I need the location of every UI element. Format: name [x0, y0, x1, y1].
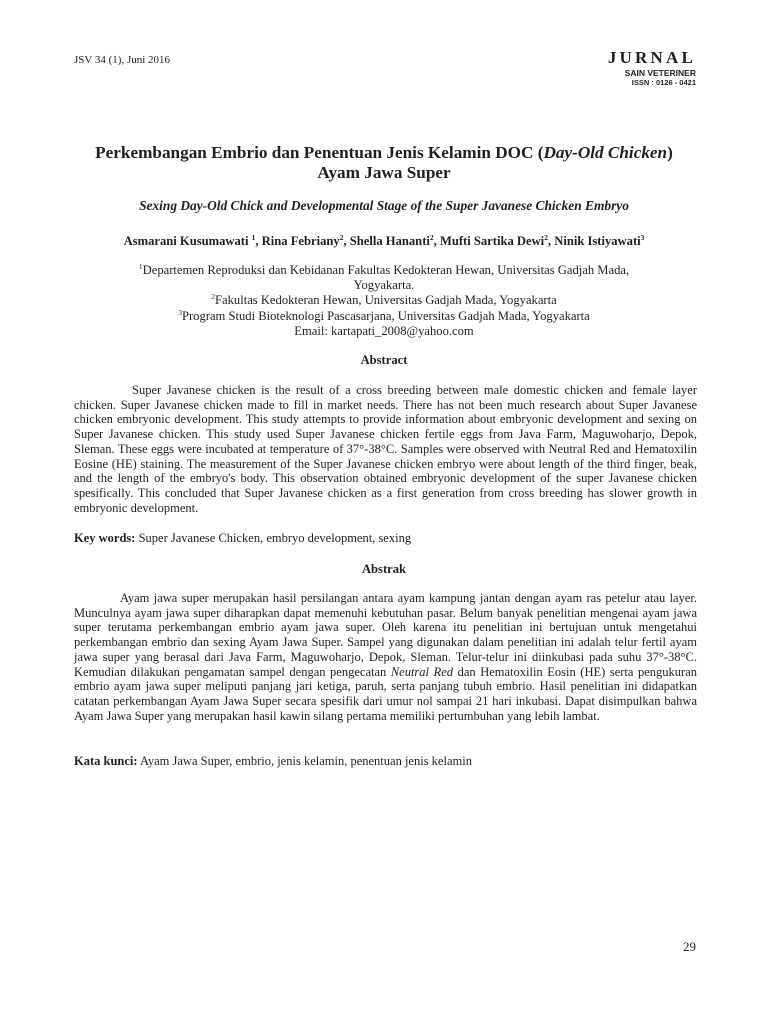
affiliation-mark: 3: [178, 307, 182, 317]
keywords-label: Key words:: [74, 531, 136, 545]
author-name: Rina Febriany: [261, 234, 340, 248]
kata-kunci-label: Kata kunci:: [74, 754, 138, 768]
author-name: Shella Hananti: [349, 234, 430, 248]
page-number: 29: [683, 939, 696, 954]
kata-kunci: [74, 754, 697, 769]
author-name: Mufti Sartika Dewi: [439, 234, 545, 248]
issue-info: JSV 34 (1), Juni 2016: [74, 54, 171, 66]
abstract-text: Super Javanese chicken is the result of a cross breeding between male domestic chicken and female layer chicken. Super Javanese chicken made to fill in market needs. There has not been much research about Super Javanese chicken embryonic development. This study attempts to provide information about embryonic development and sexing on Super Javanese chicken. This study used Super Javanese chicken fertile eggs from Java Farm, Maguwoharjo, Depok, Sleman. These eggs were incubated at temperature of 37°-38°C. Samples were observed with Neutral Red and Hematoxilin Eosine (HE) staining. The measurement of the Super Javanese chicken embryo were about length of the third finger, beak, and the length of the embryo's body. This observation obtained embryonic development of the super Javanese chicken spesifically. This concluded that Super Javanese chicken as a first generation from cross breeding has slower growth in embryonic development.: [74, 383, 697, 515]
abstrak-text-part1: Ayam jawa super merupakan hasil persilangan antara ayam kampung jantan dengan ayam ras petelur atau layer. Munculnya ayam jawa super diharapkan dapat memenuhi kebutuhan pasar. Belum banyak penelitian mengenai ayam jawa super terutama perkembangan embrio ayam jawa super. Oleh karena itu penelitian ini bertujuan untuk mengetahui perkembangan embrio dan sexing Ayam Jawa Super. Sampel yang digunakan dalam penelitian ini adalah telur fertil ayam jawa super yang berasal dari Java Farm, Maguwoharjo, Depok, Sleman. Telur-telur ini diinkubasi pada suhu 37°-38°C. Kemudian dilakukan pengamatan sampel dengan pengecatan: [74, 591, 697, 679]
title-line2: Ayam Jawa Super: [317, 163, 451, 182]
affiliation-mark: 2: [211, 292, 216, 302]
affiliation-1: [70, 263, 698, 278]
abstract-heading: Abstract: [360, 353, 408, 367]
paper-title: [60, 143, 708, 183]
journal-name: JURNAL: [607, 48, 696, 67]
author-affiliation-mark: 2: [544, 232, 548, 242]
affiliation-mark: 1: [138, 261, 143, 271]
author-affiliation-mark: 1: [251, 232, 256, 242]
author-affiliation-mark: 2: [429, 232, 434, 242]
author-affiliation-mark: 2: [339, 232, 344, 242]
affiliations: [70, 263, 698, 339]
journal-issn: ISSN : 0126 - 0421: [631, 78, 696, 87]
journal-masthead: [556, 50, 696, 88]
author-email: Email: kartapati_2008@yahoo.com: [294, 323, 474, 338]
abstrak-text-italic: Neutral Red: [390, 664, 454, 679]
affiliation-text: Departemen Reproduksi dan Kebidanan Fakultas Kedokteran Hewan, Universitas Gadjah Mada,: [142, 263, 630, 277]
author-affiliation-mark: 3: [640, 232, 645, 242]
abstrak-text: [74, 591, 697, 723]
affiliation-3: [70, 309, 698, 324]
abstrak-heading: Abstrak: [361, 562, 407, 576]
abstrak-text-part2: dan Hematoxilin Eosin (HE) serta pengukuran embrio ayam jawa super meliputi panjang jari ketiga, paruh, serta panjang tubuh embrio. Hasil penelitian ini didapatkan catatan perkembangan Ayam Jawa Super secara spesifik dari umur nol sampai 21 hari inkubasi. Dapat disimpulkan bahwa Ayam Jawa Super yang merupakan hasil kawin silang pertama memiliki pertumbuhan yang lebih lambat.: [74, 664, 697, 723]
affiliation-text: Fakultas Kedokteran Hewan, Universitas Gadjah Mada, Yogyakarta: [215, 293, 557, 308]
kata-kunci-text: Ayam Jawa Super, embrio, jenis kelamin, penentuan jenis kelamin: [137, 754, 472, 768]
keywords-text: Super Javanese Chicken, embryo development, sexing: [135, 531, 412, 545]
title-suffix: ): [667, 143, 673, 162]
author-name: Asmarani Kusumawati: [123, 234, 252, 248]
author-name: Ninik Istiyawati: [554, 234, 641, 248]
title-italic: Day-Old Chicken: [543, 143, 668, 162]
affiliation-2: [70, 293, 698, 308]
affiliation-text: Program Studi Bioteknologi Pascasarjana, Universitas Gadjah Mada, Yogyakarta: [181, 308, 590, 323]
affiliation-1-cont: Yogyakarta.: [353, 278, 415, 293]
journal-subtitle: SAIN VETERINER: [624, 68, 696, 78]
keywords: [74, 531, 697, 546]
author-list: Asmarani Kusumawati $^1$, Rina Febriany$^2$, Shella Hananti$^2$, Mufti Sartika Dewi$^2$, Ninik Istiyawati$^3$: [123, 232, 645, 248]
paper-english-title: Sexing Day-Old Chick and Developmental Stage of the Super Javanese Chicken Embryo: [139, 198, 629, 213]
title-prefix: Perkembangan Embrio dan Penentuan Jenis Kelamin DOC (: [95, 143, 544, 162]
